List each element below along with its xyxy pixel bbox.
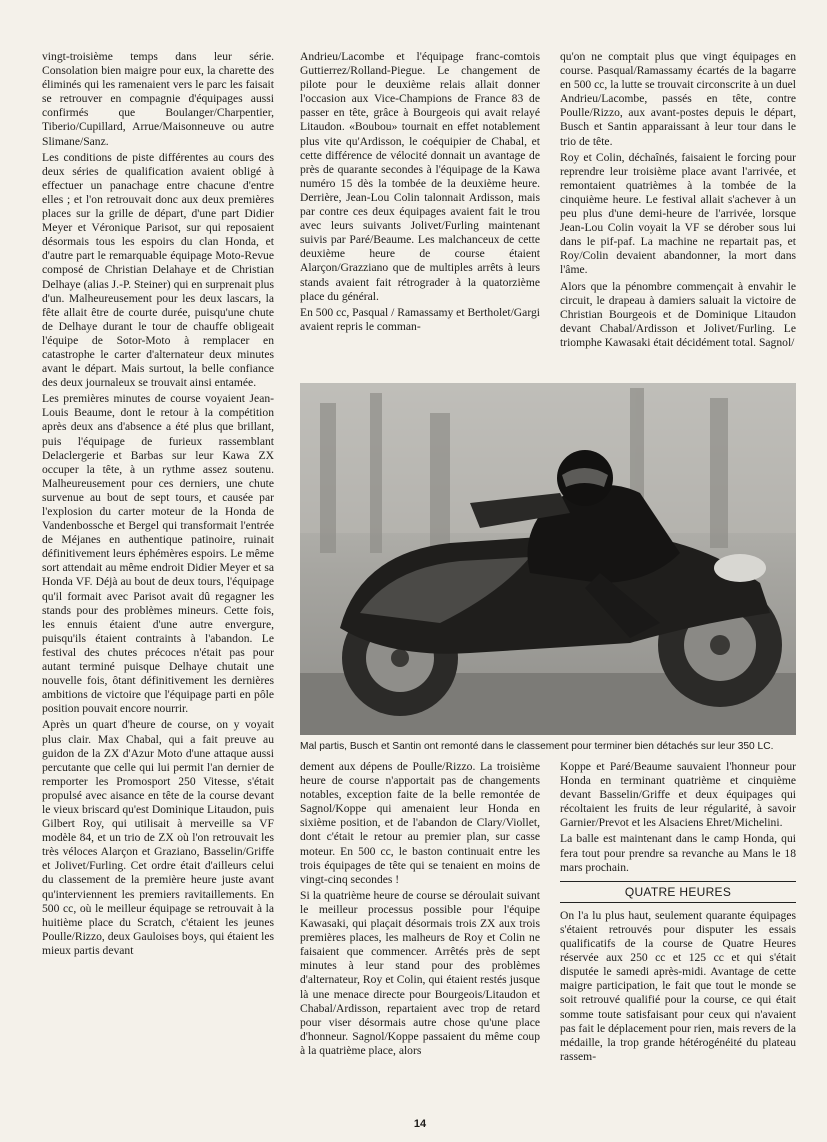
- column-2-bottom: [300, 760, 540, 1112]
- paragraph: qu'on ne comptait plus que vingt équipages en course. Pasqual/Ramassamy écartés de la bagarre en 500 cc, la lutte se trouvait circonscrite à un duel Andrieu/Lacombe, passés en tête, contre Poulle/Rizzo, aux avant-postes depuis le départ, Busch et Santin apparaissant à leur tour dans le trio de tête.: [560, 50, 796, 148]
- motorcycle-racing-photo: [300, 383, 796, 735]
- paragraph: vingt-troisième temps dans leur série. Consolation bien maigre pour eux, la charette des éliminés qui les ramenaient vers le parc les faisait se retrouver en compagnie d'équipages aussi confirmés que Boulanger/Charpentier, Tiberio/Cupillard, Arrue/Maisonneuve ou autre Slimane/Sanz.: [42, 50, 274, 148]
- section-heading: QUATRE HEURES: [560, 881, 796, 903]
- column-3-bottom: [560, 760, 796, 1112]
- paragraph: Après un quart d'heure de course, on y voyait plus clair. Max Chabal, qui a fait preuve au guidon de la ZX d'Azur Moto d'une attaque aussi percutante que celle qui lui permit l'an dernier de remporter les Promosport 250 Vitesse, s'était propulsé avec aisance en tête de la course devant le vieux briscard qu'est Dominique Litaudon, puis Gilbert Roy, qui utilisait à merveille sa VF modèle 84, et un trio de ZX où l'on retrouvait les très véloces Alarçon et Graziano, Basselin/Griffe et Jolivet/Furling. Cet ordre était d'ailleurs celui du classement de la première heure juste avant qu'interviennent les premiers ravitaillements. En 500 cc, où le meilleur équipage se retrouvait à la huitième place du Scratch, c'étaient les jeunes Poulle/Rizzo, deux Gauloises boys, qui étaient les mieux partis devant: [42, 718, 274, 957]
- paragraph: Les conditions de piste différentes au cours des deux séries de qualification avaient obligé à effectuer un panachage entre chacune d'entre elles ; et l'on retrouvait donc aux deux premières places sur la grille de départ, d'une part Didier Meyer et Véronique Parisot, sur qui reposaient désormais tous les espoirs du clan Honda, et d'autre part le remarquable équipage Moto-Revue composé de Christian Delahaye et de Christian Delhaye (alias J.-P. Steiner) qui en surprenait plus d'un. Malheureusement pour les deux lascars, la fête allait être de courte durée, puisqu'une chute de Delhaye durant le tour de chauffe obligeait l'équipe de Sotor-Moto à remplacer en catastrophe le carter d'alternateur deux minutes avant le départ. Mais surtout, la belle confiance des deux journaleux se trouvait ainsi entamée.: [42, 150, 274, 390]
- paragraph: On l'a lu plus haut, seulement quarante équipages s'étaient retrouvés pour disputer les essais qualificatifs de la course de Quatre Heures réservée aux 250 cc et 125 cc et qui s'était disputée le samedi après-midi. Avantage de cette maigre participation, le fait que tout le monde se soit retrouvé qualifié pour la course, ce qui était somme toute satisfaisant pour ceux qui n'avaient pas fait le déplacement pour rien, mais revers de la médaille, la trop grande hétérogénéité du plateau rassem-: [560, 908, 796, 1063]
- paragraph: Alors que la pénombre commençait à envahir le circuit, le drapeau à damiers saluait la victoire de Christian Bourgeois et de Dominique Litaudon devant Chabal/Ardisson et Jolivet/Furling. Le triomphe Kawasaki était décidément total. Sagnol/: [560, 279, 796, 349]
- page-number: 14: [413, 1118, 427, 1130]
- column-1: [42, 50, 274, 1112]
- paragraph: dement aux dépens de Poulle/Rizzo. La troisième heure de course n'apportait pas de changements notables, exception faite de la belle remontée de Sagnol/Koppe qui amenaient leur Honda en sixième position, et de l'abandon de Clary/Viollet, dont c'était le retour au premier plan, sur casse moteur. En 500 cc, le baston continuait entre les trois équipages de tête qui se tenaient en moins de vingt-cinq secondes !: [300, 760, 540, 886]
- paragraph: En 500 cc, Pasqual / Ramassamy et Bertholet/Gargi avaient repris le comman-: [300, 305, 540, 333]
- paragraph: Si la quatrième heure de course se déroulait suivant le meilleur processus possible pour l'équipe Kawasaki, qui plaçait désormais trois ZX aux trois premières places, les malheurs de Roy et Colin ne faisaient que commencer. Arrêtés près de sept minutes à leur stand pour des problèmes d'alternateur, Roy et Colin, qui étaient restés jusque là une menace directe pour Bourgeois/Litaudon et Chabal/Ardisson, repartaient avec trop de retard pour viser désormais autre chose qu'une place d'honneur. Sagnol/Koppe passaient du même coup à la quatrième place, alors: [300, 888, 540, 1057]
- paragraph: Koppe et Paré/Beaume sauvaient l'honneur pour Honda en terminant quatrième et cinquième devant Basselin/Griffe et deux équipages qui récoltaient les fruits de leur régularité, à savoir Garnier/Prevot et les Alsaciens Ehret/Michelini.: [560, 760, 796, 830]
- photo-illustration: [300, 383, 796, 735]
- column-3-top: [560, 50, 796, 376]
- paragraph: Andrieu/Lacombe et l'équipage franc-comtois Guttierrez/Rolland-Piegue. Le changement de pilote pour le deuxième relais allait donner l'occasion aux Vice-Champions de France 83 de passer en tête, grâce à Bourgeois qui avait relayé Litaudon. «Boubou» tournait en effet notablement plus vite qu'Ardisson, le coéquipier de Chabal, et cette différence de vélocité donnait un avantage de près de quarante secondes à l'équipage de la Kawa numéro 15 dès la tombée de la deuxième heure. Derrière, Jean-Lou Colin talonnait Ardisson, mais par contre ces deux équipages avaient fait le trou avec leurs suivants Jolivet/Furling maintenant suivis par Paré/Beaume. Les malchanceux de cette deuxième heure de course étaient Alarçon/Grazziano que de multiples arrêts à leurs stands avaient fait rétrograder à la quatorzième place du général.: [300, 50, 540, 303]
- paragraph: Roy et Colin, déchaînés, faisaient le forcing pour reprendre leur troisième place avant l'arrivée, et remontaient quatrièmes à la tombée de la cinquième heure. Le festival allait s'achever à un peu plus d'une demi-heure de l'arrivée, lorsque Jean-Lou Colin voyait la VF se dérober sous lui dans le pif-paf. La machine ne repartait pas, et Roy/Colin devaient abandonner, la mort dans l'âme.: [560, 150, 796, 277]
- paragraph: La balle est maintenant dans le camp Honda, qui fera tout pour prendre sa revanche au Mans le 18 mars prochain.: [560, 832, 796, 874]
- paragraph: Les premières minutes de course voyaient Jean-Louis Beaume, dont le retour à la compétition après deux ans d'absence a été plus que brillant, puis l'équipage de furieux rassemblant Delaclergerie et Barbas sur leur Kawa ZX occuper la tête, à un rythme assez soutenu. Malheureusement pour ces derniers, une chute survenue au bout de sept tours, et causée par l'explosion du carter moteur de la Honda de Vandenbossche et Bergel qui transformait l'entrée de Méjanes en authentique patinoire, ruinait définitivement leurs éphémères espoirs. Le même sort attendait au même endroit Didier Meyer et sa Honda VF. Déjà au bout de deux tours, l'équipage qu'il formait avec Parisot avait dû regagner les stands pour des problèmes mineurs. Cette fois, les ennuis étaient d'une autre envergure, puisqu'ils étaient contraints à l'abandon. Le festival des chutes précoces n'était pas pour autant terminé puisque Delhaye chutait une nouvelle fois, ôtant définitivement les dernières ambitions de victoire que l'équipage parti en pôle position pouvait encore nourrir.: [42, 392, 274, 716]
- column-2-top: [300, 50, 540, 376]
- photo-caption: Mal partis, Busch et Santin ont remonté dans le classement pour terminer bien détachés sur leur 350 LC.: [300, 741, 774, 752]
